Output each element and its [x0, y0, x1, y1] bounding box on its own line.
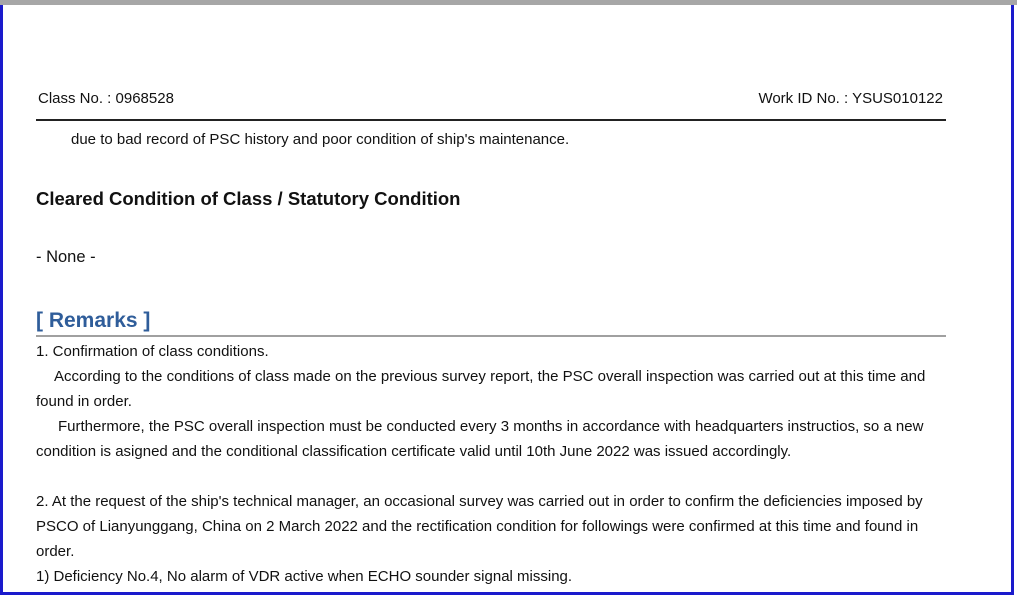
- remark-line: condition is asigned and the conditional classification certificate valid until 10th June 2022 was issued accordingly.: [36, 443, 792, 460]
- class-number: Class No. : 0968528: [38, 90, 174, 107]
- remarks-heading-text: [ Remarks ]: [36, 309, 151, 332]
- cleared-condition-value: - None -: [36, 248, 96, 266]
- intro-line: due to bad record of PSC history and poor condition of ship's maintenance.: [71, 131, 570, 148]
- remark-line: Furthermore, the PSC overall inspection must be conducted every 3 months in accordance with headquarters instructios, so a new: [58, 418, 924, 435]
- remark-line: According to the conditions of class made on the previous survey report, the PSC overall inspection was carried out at this time and: [54, 368, 926, 385]
- remarks-heading: [36, 309, 946, 337]
- remark-line: found in order.: [36, 393, 132, 410]
- remark-line: 1. Confirmation of class conditions.: [36, 343, 269, 360]
- cleared-condition-heading: Cleared Condition of Class / Statutory Condition: [36, 188, 461, 209]
- remark-line: 2. At the request of the ship's technical manager, an occasional survey was carried out in order to confirm the deficiencies imposed by: [36, 493, 923, 510]
- remark-line: PSCO of Lianyunggang, China on 2 March 2022 and the rectification condition for followings were confirmed at this time and found in: [36, 518, 919, 535]
- work-id-number: Work ID No. : YSUS010122: [758, 90, 943, 107]
- remark-line: order.: [36, 543, 75, 560]
- remark-line: 1) Deficiency No.4, No alarm of VDR active when ECHO sounder signal missing.: [36, 568, 573, 585]
- page-header: [36, 89, 946, 121]
- document-frame: [0, 5, 1014, 595]
